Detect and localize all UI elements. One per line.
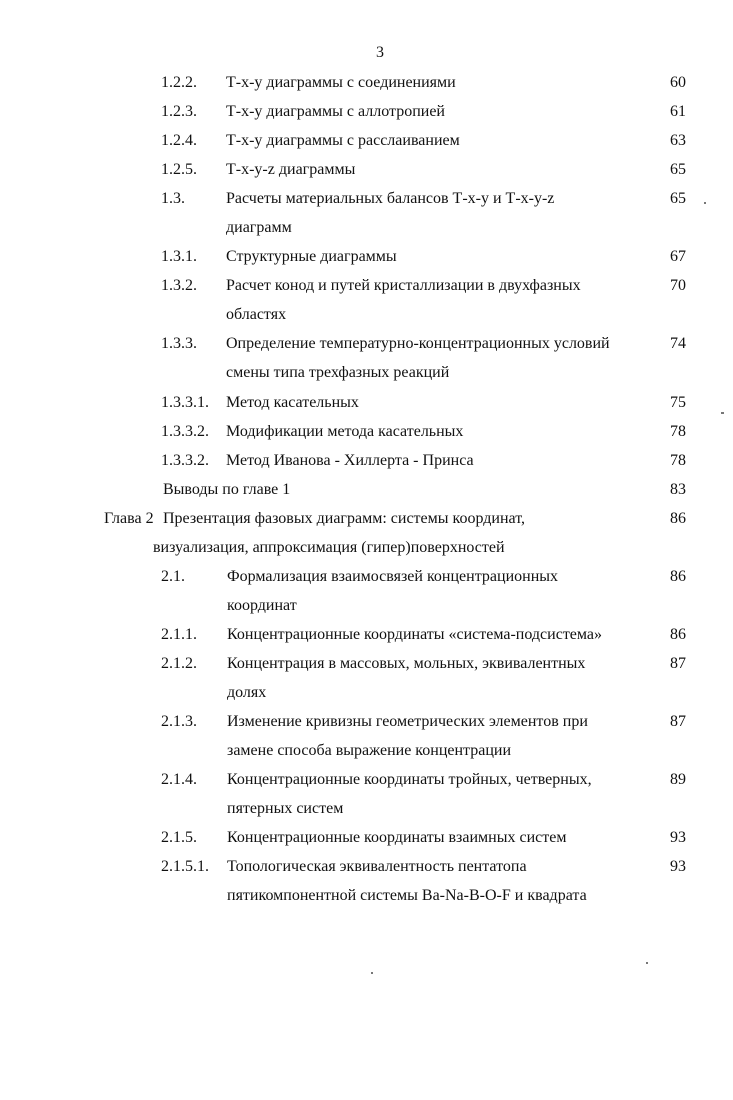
toc-entry-title — [226, 242, 397, 271]
toc-entry-number: 2.1.1. — [161, 626, 197, 643]
toc-entry-title-line: Расчеты материальных балансов Т-x-y и Т-x-y-z — [226, 190, 555, 207]
toc-entry-number: Глава 2 — [104, 510, 154, 527]
toc-entry-title — [226, 446, 474, 475]
toc-entry-title-line: диаграмм — [226, 219, 292, 236]
toc-entry-page: 74 — [670, 335, 686, 352]
toc-entry-title — [163, 475, 290, 504]
toc-entry-number: 2.1.2. — [161, 655, 197, 672]
toc-entry-number: 1.2.5. — [161, 161, 197, 178]
toc-entry-page: 63 — [670, 132, 686, 149]
toc-entry-number: 1.3.2. — [161, 277, 197, 294]
toc-entry-title — [227, 707, 588, 765]
toc-entry-page: 93 — [670, 858, 686, 875]
toc-entry-title-line: Презентация фазовых диаграмм: системы координат, — [163, 510, 525, 527]
toc-entry-page: 89 — [670, 771, 686, 788]
toc-entry-page: 61 — [670, 103, 686, 120]
toc-entry-title — [226, 271, 581, 329]
toc-entry-title — [226, 155, 355, 184]
toc-entry-page: 70 — [670, 277, 686, 294]
toc-entry-title-line: Формализация взаимосвязей концентрационных — [227, 568, 558, 585]
toc-entry-title-line: пятерных систем — [227, 800, 344, 817]
toc-entry-title-line: Расчет конод и путей кристаллизации в двухфазных — [226, 277, 581, 294]
toc-entry-title-line: Определение температурно-концентрационных условий — [226, 335, 610, 352]
page-number: 3 — [376, 44, 384, 61]
toc-entry-title-line: Топологическая эквивалентность пентатопа — [227, 858, 527, 875]
toc-entry-number: 1.3.3.2. — [161, 452, 209, 469]
toc-entry-number: 1.2.4. — [161, 132, 197, 149]
toc-entry-title-line: смены типа трехфазных реакций — [226, 364, 450, 381]
toc-entry-number: 2.1.4. — [161, 771, 197, 788]
scan-speck — [371, 972, 373, 974]
toc-entry-title — [226, 97, 445, 126]
scan-speck — [646, 962, 648, 964]
toc-entry-number: 1.3. — [161, 190, 185, 207]
toc-entry-number: 2.1.5. — [161, 829, 197, 846]
toc-entry-title-line: координат — [227, 597, 297, 614]
toc-entry-title — [227, 765, 592, 823]
toc-entry-title-line: Концентрационные координаты взаимных систем — [227, 829, 567, 846]
toc-entry-title-line: замене способа выражение концентрации — [227, 742, 512, 759]
toc-entry-number: 1.3.3.1. — [161, 394, 209, 411]
toc-entry-title — [226, 329, 610, 387]
toc-entry-title-line: Изменение кривизны геометрических элементов при — [227, 713, 588, 730]
toc-entry-title-line: Т-x-y диаграммы с расслаиванием — [226, 132, 460, 149]
toc-entry-number: 2.1.3. — [161, 713, 197, 730]
toc-entry-title-line: Концентрационные координаты тройных, четверных, — [227, 771, 592, 788]
toc-entry-page: 83 — [670, 481, 686, 498]
toc-entry-number: 1.3.3. — [161, 335, 197, 352]
toc-entry-title — [226, 388, 359, 417]
toc-entry-number: 2.1. — [161, 568, 185, 585]
toc-entry-title — [153, 504, 525, 562]
toc-entry-title-line: Выводы по главе 1 — [163, 481, 291, 498]
toc-entry-title-line: Т-x-y-z диаграммы — [226, 161, 356, 178]
toc-entry-title-line: Т-x-y диаграммы с аллотропией — [226, 103, 445, 120]
toc-entry-title-line: Т-x-y диаграммы с соединениями — [226, 74, 456, 91]
toc-entry-page: 75 — [670, 394, 686, 411]
toc-entry-title — [227, 649, 585, 707]
toc-entry-title — [226, 126, 460, 155]
toc-entry-page: 78 — [670, 423, 686, 440]
toc-entry-page: 65 — [670, 190, 686, 207]
toc-entry-title-line: Метод Иванова - Хиллерта - Принса — [226, 452, 474, 469]
toc-entry-number: 1.3.1. — [161, 248, 197, 265]
toc-entry-page: 86 — [670, 626, 686, 643]
toc-entry-number: 1.3.3.2. — [161, 423, 209, 440]
toc-entry-title-line: Концентрация в массовых, мольных, эквивалентных — [227, 655, 586, 672]
toc-entry-title — [226, 417, 463, 446]
toc-entry-title — [227, 562, 558, 620]
toc-entry-title — [227, 852, 587, 910]
toc-entry-title-line: Модификации метода касательных — [226, 423, 464, 440]
toc-entry-title-line: Концентрационные координаты «система-подсистема» — [227, 626, 603, 643]
toc-entry-title-line: визуализация, аппроксимация (гипер)поверхностей — [153, 539, 505, 556]
toc-entry-title-line: областях — [226, 306, 287, 323]
toc-entry-page: 60 — [670, 74, 686, 91]
toc-entry-title-line: Метод касательных — [226, 394, 359, 411]
toc-entry-title — [226, 184, 554, 242]
toc-entry-title — [227, 620, 602, 649]
toc-entry-page: 86 — [670, 510, 686, 527]
scan-speck — [704, 202, 706, 204]
toc-entry-page: 87 — [670, 713, 686, 730]
toc-entry-page: 93 — [670, 829, 686, 846]
toc-entry-number: 1.2.3. — [161, 103, 197, 120]
scan-speck — [721, 412, 724, 414]
toc-entry-page: 78 — [670, 452, 686, 469]
toc-entry-title-line: пятикомпонентной системы Ba-Na-B-O-F и квадрата — [227, 887, 587, 904]
toc-entry-page: 65 — [670, 161, 686, 178]
toc-entry-title — [227, 823, 566, 852]
toc-entry-page: 87 — [670, 655, 686, 672]
toc-entry-number: 2.1.5.1. — [161, 858, 209, 875]
toc-entry-page: 67 — [670, 248, 686, 265]
toc-entry-title — [226, 68, 456, 97]
toc-entry-page: 86 — [670, 568, 686, 585]
toc-entry-title-line: долях — [227, 684, 267, 701]
toc-entry-title-line: Структурные диаграммы — [226, 248, 397, 265]
toc-entry-number: 1.2.2. — [161, 74, 197, 91]
